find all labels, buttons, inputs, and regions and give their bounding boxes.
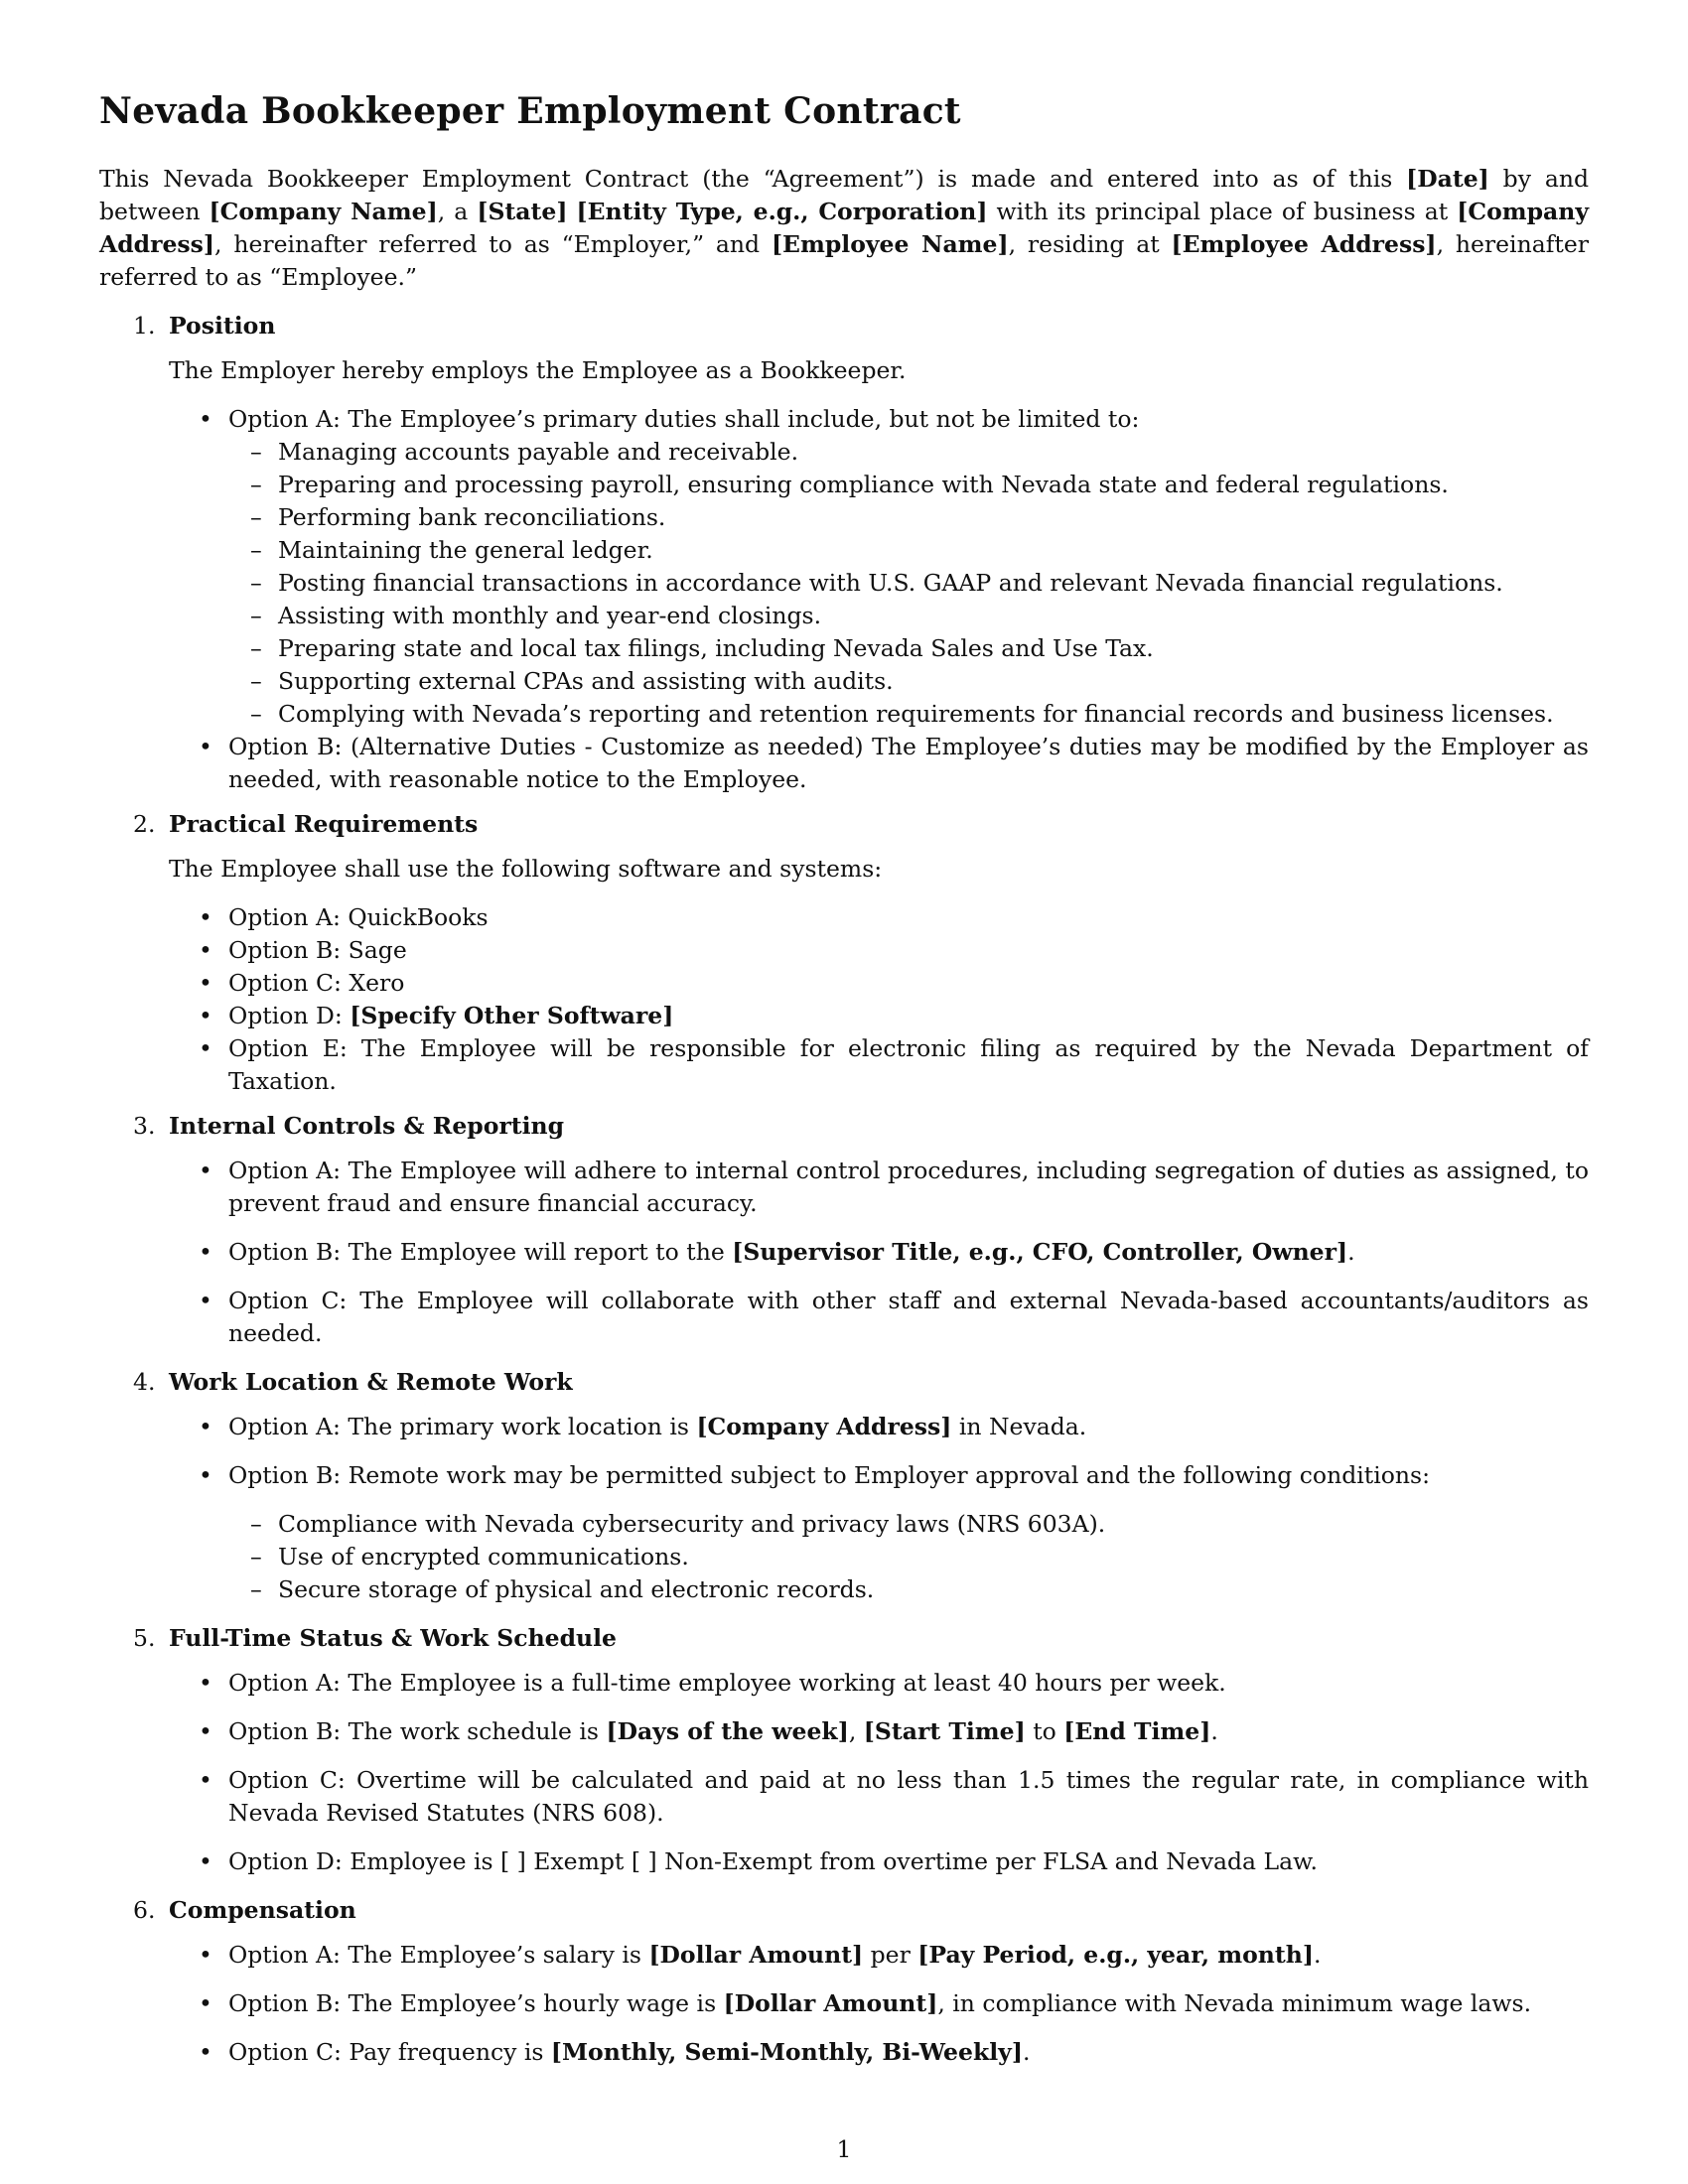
sub-item: – Managing accounts payable and receivable.	[228, 436, 1589, 469]
section-title: Full-Time Status & Work Schedule	[169, 1624, 617, 1652]
option-item: • Option B: Remote work may be permitted subject to Employer approval and the following conditions: – Compliance with Nevada cybersecurity and privacy laws (NRS 603A). – Use of encrypted communications. – Secure storage of physical and electronic records.	[169, 1459, 1589, 1606]
sub-item: – Preparing and processing payroll, ensuring compliance with Nevada state and federal regulations.	[228, 469, 1589, 501]
options-list	[169, 403, 1589, 796]
option-item: • Option D: [Specify Other Software]	[169, 1000, 1589, 1032]
option-item: • Option A: QuickBooks	[169, 901, 1589, 934]
option-item: • Option A: The Employee’s salary is [Dollar Amount] per [Pay Period, e.g., year, month].	[169, 1939, 1589, 1972]
placeholder-company-address: [Company Address]	[99, 198, 1590, 258]
sub-items-list	[228, 1508, 1589, 1606]
bullet-icon: •	[199, 1287, 212, 1314]
section-number: 2.	[133, 810, 156, 838]
dash-icon: –	[250, 569, 262, 597]
dash-icon: –	[250, 667, 262, 695]
section-compensation	[99, 1894, 1589, 2069]
bullet-icon: •	[199, 936, 212, 964]
bullet-icon: •	[199, 1157, 212, 1184]
sub-item: – Assisting with monthly and year-end closings.	[228, 600, 1589, 632]
bullet-icon: •	[199, 1238, 212, 1266]
bullet-icon: •	[199, 1941, 212, 1969]
sub-item: – Performing bank reconciliations.	[228, 501, 1589, 534]
option-item: • Option C: The Employee will collaborate with other staff and external Nevada-based accountants/auditors as needed.	[199, 1287, 1589, 1347]
section-title: Practical Requirements	[169, 810, 479, 838]
section-number: 6.	[133, 1896, 156, 1924]
dash-icon: –	[250, 503, 262, 531]
sub-item: – Maintaining the general ledger.	[228, 534, 1589, 567]
option-item: • Option C: Pay frequency is [Monthly, Semi-Monthly, Bi-Weekly].	[169, 2036, 1589, 2069]
dash-icon: –	[250, 1543, 262, 1570]
option-item: • Option A: The Employee’s primary duties shall include, but not be limited to: – Managing accounts payable and receivable. – Preparing and processing payroll, ensuring compliance with Nevada state and federal regulations. – Performing bank reconciliations. – Maintaining the general ledger. – Posting financial transactions in accordance with U.S. GAAP and relevant Nevada financial regulations. – Assisting with monthly and year-end closings. – Preparing state and local tax filings, including Nevada Sales and Use Tax. – Supporting external CPAs and assisting with audits. – Complying with Nevada’s reporting and retention requirements for financial records and business licenses.	[169, 403, 1589, 731]
section-work-location	[99, 1366, 1589, 1606]
section-practical-requirements	[99, 808, 1589, 1098]
section-intro: The Employer hereby employs the Employee as a Bookkeeper.	[169, 356, 907, 384]
bullet-icon: •	[199, 1669, 212, 1697]
placeholder-start-time: [Start Time]	[863, 1717, 1026, 1745]
placeholder-dollar-amount: [Dollar Amount]	[723, 1989, 938, 2017]
section-full-time-status	[99, 1622, 1589, 1878]
section-title: Position	[169, 312, 276, 340]
page-number: 1	[836, 2135, 852, 2163]
dash-icon: –	[250, 1575, 262, 1603]
placeholder-pay-frequency: [Monthly, Semi-Monthly, Bi-Weekly]	[550, 2038, 1023, 2066]
option-item: • Option C: Xero	[169, 967, 1589, 1000]
option-item: • Option B: The Employee will report to the [Supervisor Title, e.g., CFO, Controller, Owner].	[169, 1236, 1589, 1269]
placeholder-company-name: [Company Name]	[209, 198, 438, 225]
option-item: • Option E: The Employee will be responsible for electronic filing as required by the Nevada Department of Taxation.	[199, 1034, 1589, 1095]
placeholder-supervisor-title: [Supervisor Title, e.g., CFO, Controller, Owner]	[732, 1238, 1348, 1266]
bullet-icon: •	[199, 1002, 212, 1029]
placeholder-days-of-week: [Days of the week]	[606, 1717, 849, 1745]
sub-item: – Posting financial transactions in accordance with U.S. GAAP and relevant Nevada financial regulations.	[228, 567, 1589, 600]
option-item: • Option D: Employee is [ ] Exempt [ ] Non-Exempt from overtime per FLSA and Nevada Law.	[169, 1845, 1589, 1878]
bullet-icon: •	[199, 405, 212, 433]
options-list	[169, 1411, 1589, 1606]
placeholder-other-software: [Specify Other Software]	[350, 1002, 674, 1029]
section-internal-controls	[99, 1110, 1589, 1350]
bullet-icon: •	[199, 1461, 212, 1489]
bullet-icon: •	[199, 1766, 212, 1794]
option-item: • Option C: Overtime will be calculated and paid at no less than 1.5 times the regular rate, in compliance with Nevada Revised Statutes (NRS 608).	[199, 1766, 1589, 1827]
section-number: 3.	[133, 1112, 156, 1140]
dash-icon: –	[250, 1510, 262, 1538]
option-item: • Option B: The work schedule is [Days of the week], [Start Time] to [End Time].	[169, 1715, 1589, 1748]
options-list	[169, 1939, 1589, 2069]
dash-icon: –	[250, 634, 262, 662]
options-list	[169, 901, 1589, 1098]
sub-item: – Compliance with Nevada cybersecurity and privacy laws (NRS 603A).	[228, 1508, 1589, 1541]
options-list	[169, 1155, 1589, 1350]
options-list	[169, 1667, 1589, 1878]
sub-item: – Secure storage of physical and electronic records.	[228, 1573, 1589, 1606]
document-page	[99, 89, 1589, 2085]
option-item: • Option B: The Employee’s hourly wage is [Dollar Amount], in compliance with Nevada minimum wage laws.	[169, 1987, 1589, 2020]
placeholder-employee-name: [Employee Name]	[771, 230, 1009, 258]
sections-list	[99, 310, 1589, 2069]
section-number: 1.	[133, 312, 156, 340]
placeholder-end-time: [End Time]	[1063, 1717, 1211, 1745]
dash-icon: –	[250, 700, 262, 728]
bullet-icon: •	[199, 1989, 212, 2017]
intro-paragraph: This Nevada Bookkeeper Employment Contract (the “Agreement”) is made and entered into as of this [Date] by and between [Company Name], a [State] [Entity Type, e.g., Corporation] with its principal place of business at [Company Address], hereinafter referred to as “Employer,” and [Employee Name], residing at [Employee Address], hereinafter referred to as “Employee.”	[99, 165, 1590, 291]
dash-icon: –	[250, 602, 262, 629]
sub-item: – Use of encrypted communications.	[228, 1541, 1589, 1573]
option-item: • Option B: Sage	[169, 934, 1589, 967]
sub-item: – Supporting external CPAs and assisting with audits.	[228, 665, 1589, 698]
dash-icon: –	[250, 438, 262, 466]
placeholder-entity-type: [Entity Type, e.g., Corporation]	[576, 198, 988, 225]
sub-item: – Preparing state and local tax filings, including Nevada Sales and Use Tax.	[228, 632, 1589, 665]
bullet-icon: •	[199, 903, 212, 931]
section-position	[99, 310, 1589, 796]
option-item: • Option A: The Employee will adhere to internal control procedures, including segregation of duties as assigned, to prevent fraud and ensure financial accuracy.	[199, 1157, 1589, 1217]
section-number: 4.	[133, 1368, 156, 1396]
section-title: Compensation	[169, 1896, 356, 1924]
dash-icon: –	[250, 536, 262, 564]
bullet-icon: •	[199, 1413, 212, 1440]
option-item: • Option A: The primary work location is [Company Address] in Nevada.	[169, 1411, 1589, 1443]
section-title: Internal Controls & Reporting	[169, 1112, 565, 1140]
option-item: • Option B: (Alternative Duties - Customize as needed) The Employee’s duties may be modified by the Employer as needed, with reasonable notice to the Employee.	[199, 733, 1589, 793]
placeholder-state: [State]	[477, 198, 568, 225]
placeholder-pay-period: [Pay Period, e.g., year, month]	[917, 1941, 1314, 1969]
section-intro: The Employee shall use the following software and systems:	[169, 855, 883, 883]
bullet-icon: •	[199, 1034, 212, 1062]
option-item: • Option A: The Employee is a full-time employee working at least 40 hours per week.	[169, 1667, 1589, 1700]
placeholder-date: [Date]	[1406, 165, 1489, 193]
section-number: 5.	[133, 1624, 156, 1652]
sub-item: – Complying with Nevada’s reporting and retention requirements for financial records and business licenses.	[228, 698, 1589, 731]
sub-items-list	[228, 436, 1589, 731]
document-title: Nevada Bookkeeper Employment Contract	[99, 90, 961, 132]
placeholder-employee-address: [Employee Address]	[1171, 230, 1437, 258]
placeholder-dollar-amount: [Dollar Amount]	[648, 1941, 864, 1969]
bullet-icon: •	[199, 733, 212, 760]
dash-icon: –	[250, 471, 262, 498]
bullet-icon: •	[199, 2038, 212, 2066]
placeholder-company-address: [Company Address]	[696, 1413, 952, 1440]
bullet-icon: •	[199, 1847, 212, 1875]
bullet-icon: •	[199, 969, 212, 997]
section-title: Work Location & Remote Work	[169, 1368, 573, 1396]
bullet-icon: •	[199, 1717, 212, 1745]
